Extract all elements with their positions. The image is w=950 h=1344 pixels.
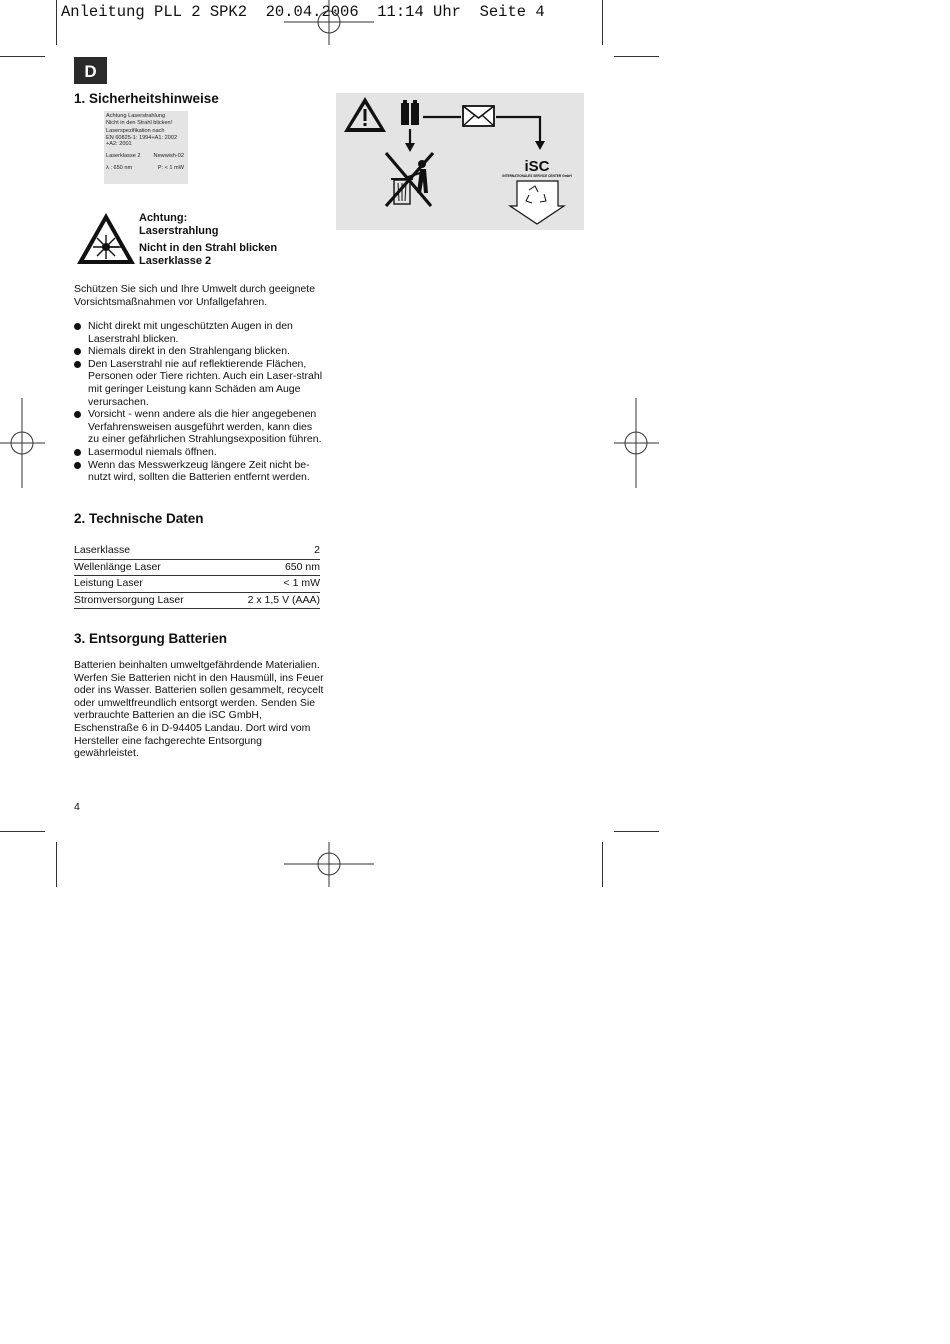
- section-title-disposal: 3. Entsorgung Batterien: [74, 631, 228, 646]
- table-row: Laserklasse 2: [74, 543, 320, 559]
- battery-icon: [401, 100, 419, 125]
- warning-line: Achtung:: [139, 212, 188, 224]
- section-title-technical: 2. Technische Daten: [74, 511, 204, 526]
- table-row: Stromversorgung Laser 2 x 1,5 V (AAA): [74, 592, 320, 609]
- list-item: Nicht direkt mit ungeschützten Augen in den Laserstrahl blicken.: [74, 320, 326, 345]
- page-number: 4: [74, 801, 80, 813]
- label-model: Newwish-02: [153, 152, 184, 159]
- label-line: Achtung Laserstrahlung: [106, 113, 166, 119]
- list-item: Wenn das Messwerkzeug längere Zeit nicht be-nutzt wird, sollten die Batterien entfernt werden.: [74, 459, 326, 484]
- print-header: Anleitung PLL 2 SPK2 20.04.2006 11:14 Uhr Seite 4: [61, 3, 545, 21]
- laser-spec-label: [104, 111, 188, 184]
- label-line: EN 60825-1: 1994+A1: 2002: [106, 134, 178, 141]
- safety-intro: Schützen Sie sich und Ihre Umwelt durch geeignete Vorsichtsmaßnahmen vor Unfallgefahren.: [74, 283, 316, 308]
- envelope-icon: [463, 106, 494, 126]
- language-badge: D: [74, 57, 107, 84]
- isc-logo: [502, 158, 572, 178]
- disposal-text: Batterien beinhalten umweltgefährdende Materialien. Werfen Sie Batterien nicht in den Hausmüll, ins Feuer oder ins Wasser. Batterien sollen gesammelt, recycelt oder umweltfreundlich entsorgt werden. Senden Sie verbrauchte Batterien an die iSC GmbH, Eschenstraße 6 in D-94405 Landau. Dort wird vom Hersteller eine fachgerechte Entsorgung gewährleistet.: [74, 659, 324, 760]
- list-item: Den Laserstrahl nie auf reflektierende Flächen, Personen oder Tiere richten. Auch ein Laser-strahl mit geringer Leistung kann Schäden am Auge verursachen.: [74, 358, 326, 408]
- safety-list: [74, 320, 326, 484]
- disposal-diagram: [336, 93, 584, 230]
- warning-triangle-icon: [344, 97, 386, 132]
- isc-logo-subtitle: INTERNATIONALES SERVICE CENTER GmbH: [502, 174, 572, 178]
- list-item: Niemals direkt in den Strahlengang blicken.: [74, 345, 326, 358]
- label-line: +A2: 2001: [106, 141, 132, 148]
- warning-line: Nicht in den Strahl blicken: [139, 242, 278, 254]
- isc-logo-text: iSC: [524, 158, 550, 175]
- label-class: Laserklasse 2: [106, 152, 141, 159]
- list-item: Vorsicht - wenn andere als die hier angegebenen Verfahrensweisen ausgeführt werden, kann dies zu einer gefährlichen Strahlungsexposition führen.: [74, 408, 326, 446]
- label-line: Laserspezifikation nach: [106, 128, 165, 135]
- label-line: Nicht in den Strahl blicken!: [106, 119, 173, 126]
- list-item: Lasermodul niemals öffnen.: [74, 446, 326, 459]
- warning-line: Laserstrahlung: [139, 225, 219, 237]
- warning-line: Laserklasse 2: [139, 255, 212, 267]
- table-row: Wellenlänge Laser 650 nm: [74, 559, 320, 576]
- section-title-safety: 1. Sicherheitshinweise: [74, 91, 219, 106]
- no-trash-icon: [386, 153, 433, 206]
- label-wavelength: λ : 650 nm: [106, 164, 133, 171]
- label-power: P: < 1 mW: [157, 164, 184, 171]
- recycle-icon: [510, 181, 564, 224]
- table-row: Leistung Laser < 1 mW: [74, 576, 320, 593]
- spec-table: [74, 543, 320, 609]
- laser-warning-icon: [75, 211, 137, 267]
